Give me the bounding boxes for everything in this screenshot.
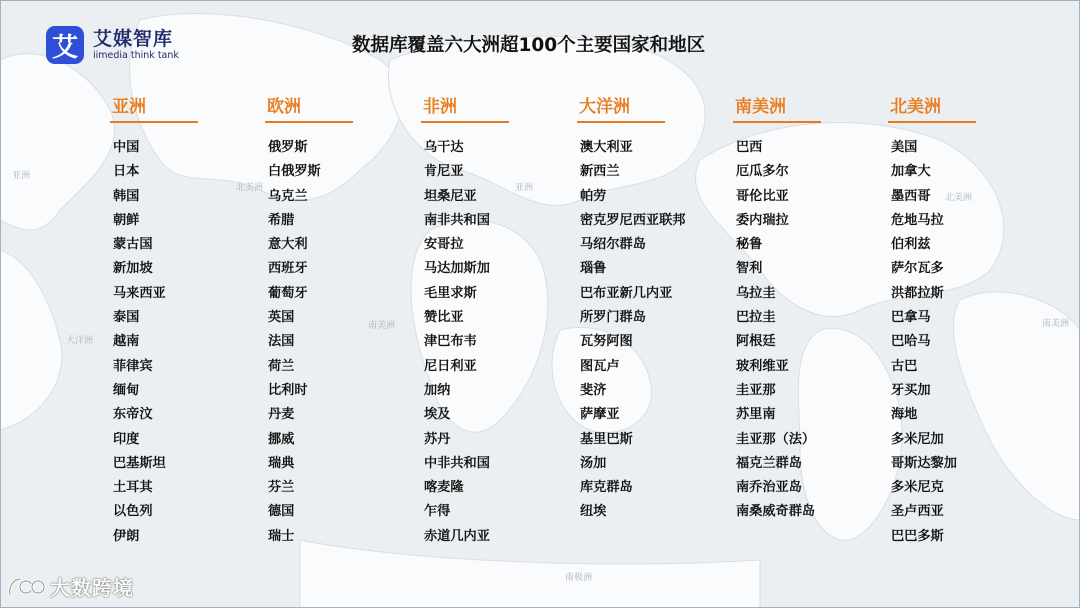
country-item: 津巴布韦 [424, 334, 477, 350]
country-item: 多米尼克 [891, 480, 944, 496]
brand-title: 艾媒智库 [93, 28, 174, 50]
country-item: 乌克兰 [268, 188, 308, 204]
country-item: 缅甸 [113, 382, 140, 398]
country-item: 斐济 [580, 382, 607, 398]
column-heading: 大洋洲 [579, 97, 630, 117]
country-item: 萨尔瓦多 [891, 261, 944, 277]
country-item: 洪都拉斯 [891, 285, 944, 301]
country-item: 丹麦 [268, 407, 295, 423]
country-item: 多米尼加 [891, 431, 944, 447]
country-list [733, 141, 821, 530]
map-label: 大洋洲 [66, 336, 94, 346]
country-item: 马绍尔群岛 [580, 237, 646, 253]
column-underline [577, 121, 665, 123]
country-item: 马达加斯加 [424, 261, 490, 277]
country-item: 基里巴斯 [580, 431, 633, 447]
country-item: 美国 [891, 140, 918, 155]
country-item: 所罗门群岛 [580, 310, 646, 326]
country-item: 巴哈马 [891, 334, 931, 350]
country-item: 中非共和国 [424, 455, 490, 471]
country-item: 澳大利亚 [580, 140, 633, 155]
country-item: 印度 [113, 431, 140, 447]
country-item: 秘鲁 [736, 237, 763, 253]
country-item: 南桑威奇群岛 [736, 504, 816, 520]
map-label: 南美洲 [368, 321, 396, 331]
map-label: 南极洲 [565, 573, 593, 583]
country-item: 乌拉圭 [736, 285, 776, 301]
country-item: 菲律宾 [113, 358, 153, 374]
column-underline [110, 121, 198, 123]
country-item: 圣卢西亚 [891, 504, 944, 520]
country-item: 哥伦比亚 [736, 188, 789, 204]
country-item: 以色列 [113, 504, 153, 520]
column-heading: 北美洲 [890, 97, 941, 117]
country-item: 伊朗 [113, 528, 140, 544]
continent-column-europe [265, 95, 353, 554]
country-item: 海地 [891, 407, 918, 423]
country-item: 南非共和国 [424, 212, 490, 228]
column-heading: 非洲 [423, 97, 457, 117]
country-item: 肯尼亚 [424, 164, 464, 180]
country-item: 葡萄牙 [268, 285, 308, 301]
country-item: 萨摩亚 [580, 407, 620, 423]
country-item: 帕劳 [580, 188, 607, 204]
country-item: 牙买加 [891, 382, 931, 398]
country-item: 福克兰群岛 [736, 455, 802, 471]
column-heading: 南美洲 [735, 97, 786, 117]
country-list [888, 141, 976, 554]
country-item: 尼日利亚 [424, 358, 477, 374]
country-item: 越南 [113, 334, 140, 350]
country-item: 新西兰 [580, 164, 620, 180]
country-item: 圭亚那（法） [736, 431, 816, 447]
column-underline [265, 121, 353, 123]
country-item: 巴基斯坦 [113, 455, 166, 471]
country-item: 墨西哥 [891, 188, 931, 204]
country-item: 法国 [268, 334, 295, 350]
brand-subtitle: iimedia think tank [93, 50, 179, 61]
column-heading: 欧洲 [267, 97, 301, 117]
country-item: 南乔治亚岛 [736, 480, 802, 496]
country-item: 英国 [268, 310, 295, 326]
continent-column-north-america [888, 95, 976, 554]
brand-logo [46, 26, 179, 64]
country-item: 哥斯达黎加 [891, 455, 957, 471]
country-item: 埃及 [424, 407, 451, 423]
country-item: 日本 [113, 164, 140, 180]
country-item: 瑞士 [268, 528, 295, 544]
country-item: 中国 [113, 140, 140, 155]
country-item: 韩国 [113, 188, 140, 204]
map-label: 北美洲 [945, 193, 973, 203]
map-label: 亚洲 [515, 183, 534, 193]
country-item: 西班牙 [268, 261, 308, 277]
watermark [6, 572, 134, 601]
country-item: 玻利维亚 [736, 358, 789, 374]
country-item: 比利时 [268, 382, 308, 398]
country-item: 巴拿马 [891, 310, 931, 326]
country-list [577, 141, 686, 530]
country-item: 苏丹 [424, 431, 451, 447]
country-item: 巴西 [736, 140, 763, 155]
column-underline [733, 121, 821, 123]
country-item: 德国 [268, 504, 295, 520]
country-item: 古巴 [891, 358, 918, 374]
country-item: 智利 [736, 261, 763, 277]
country-item: 蒙古国 [113, 237, 153, 253]
country-item: 马来西亚 [113, 285, 166, 301]
country-list [110, 141, 198, 554]
country-item: 俄罗斯 [268, 140, 308, 155]
continent-column-asia [110, 95, 198, 554]
country-item: 希腊 [268, 212, 295, 228]
country-list [421, 141, 509, 554]
country-item: 苏里南 [736, 407, 776, 423]
country-item: 喀麦隆 [424, 480, 464, 496]
country-item: 加纳 [424, 382, 451, 398]
country-item: 芬兰 [268, 480, 295, 496]
country-item: 挪威 [268, 431, 295, 447]
country-item: 坦桑尼亚 [424, 188, 477, 204]
country-item: 泰国 [113, 310, 140, 326]
country-item: 阿根廷 [736, 334, 776, 350]
country-item: 赤道几内亚 [424, 528, 490, 544]
country-item: 巴布亚新几内亚 [580, 285, 673, 301]
map-label: 南美洲 [1042, 319, 1070, 329]
country-item: 安哥拉 [424, 237, 464, 253]
country-item: 荷兰 [268, 358, 295, 374]
country-item: 乍得 [424, 504, 451, 520]
column-underline [421, 121, 509, 123]
country-item: 意大利 [268, 237, 308, 253]
column-heading: 亚洲 [112, 97, 146, 117]
country-item: 纽埃 [580, 504, 607, 520]
country-item: 乌干达 [424, 140, 464, 155]
continent-column-south-america [733, 95, 821, 530]
map-label: 北美洲 [236, 183, 264, 193]
watermark-text: 大数跨境 [50, 576, 134, 600]
country-item: 厄瓜多尔 [736, 164, 789, 180]
country-item: 库克群岛 [580, 480, 633, 496]
country-item: 白俄罗斯 [268, 164, 321, 180]
country-item: 东帝汶 [113, 407, 153, 423]
brand-mark-icon: 艾 [46, 26, 84, 64]
continent-column-oceania [577, 95, 686, 530]
column-underline [888, 121, 976, 123]
country-item: 瑞典 [268, 455, 295, 471]
country-item: 巴巴多斯 [891, 528, 944, 544]
country-item: 瑙鲁 [580, 261, 607, 277]
country-item: 赞比亚 [424, 310, 464, 326]
map-label: 亚洲 [12, 171, 31, 181]
continent-column-africa [421, 95, 509, 554]
country-item: 汤加 [580, 455, 607, 471]
country-list [265, 141, 353, 554]
country-item: 伯利兹 [891, 237, 931, 253]
country-item: 土耳其 [113, 480, 153, 496]
page-title: 数据库覆盖六大洲超100个主要国家和地区 [352, 35, 706, 56]
country-item: 瓦努阿图 [580, 334, 633, 350]
country-item: 毛里求斯 [424, 285, 477, 301]
watermark-logo-icon [6, 573, 48, 601]
country-item: 朝鲜 [113, 212, 140, 228]
country-item: 密克罗尼西亚联邦 [580, 212, 686, 228]
country-item: 新加坡 [113, 261, 153, 277]
country-item: 图瓦卢 [580, 358, 620, 374]
country-item: 巴拉圭 [736, 310, 776, 326]
country-item: 委内瑞拉 [736, 212, 789, 228]
country-item: 圭亚那 [736, 382, 776, 398]
country-item: 加拿大 [891, 164, 931, 180]
country-item: 危地马拉 [891, 212, 944, 228]
